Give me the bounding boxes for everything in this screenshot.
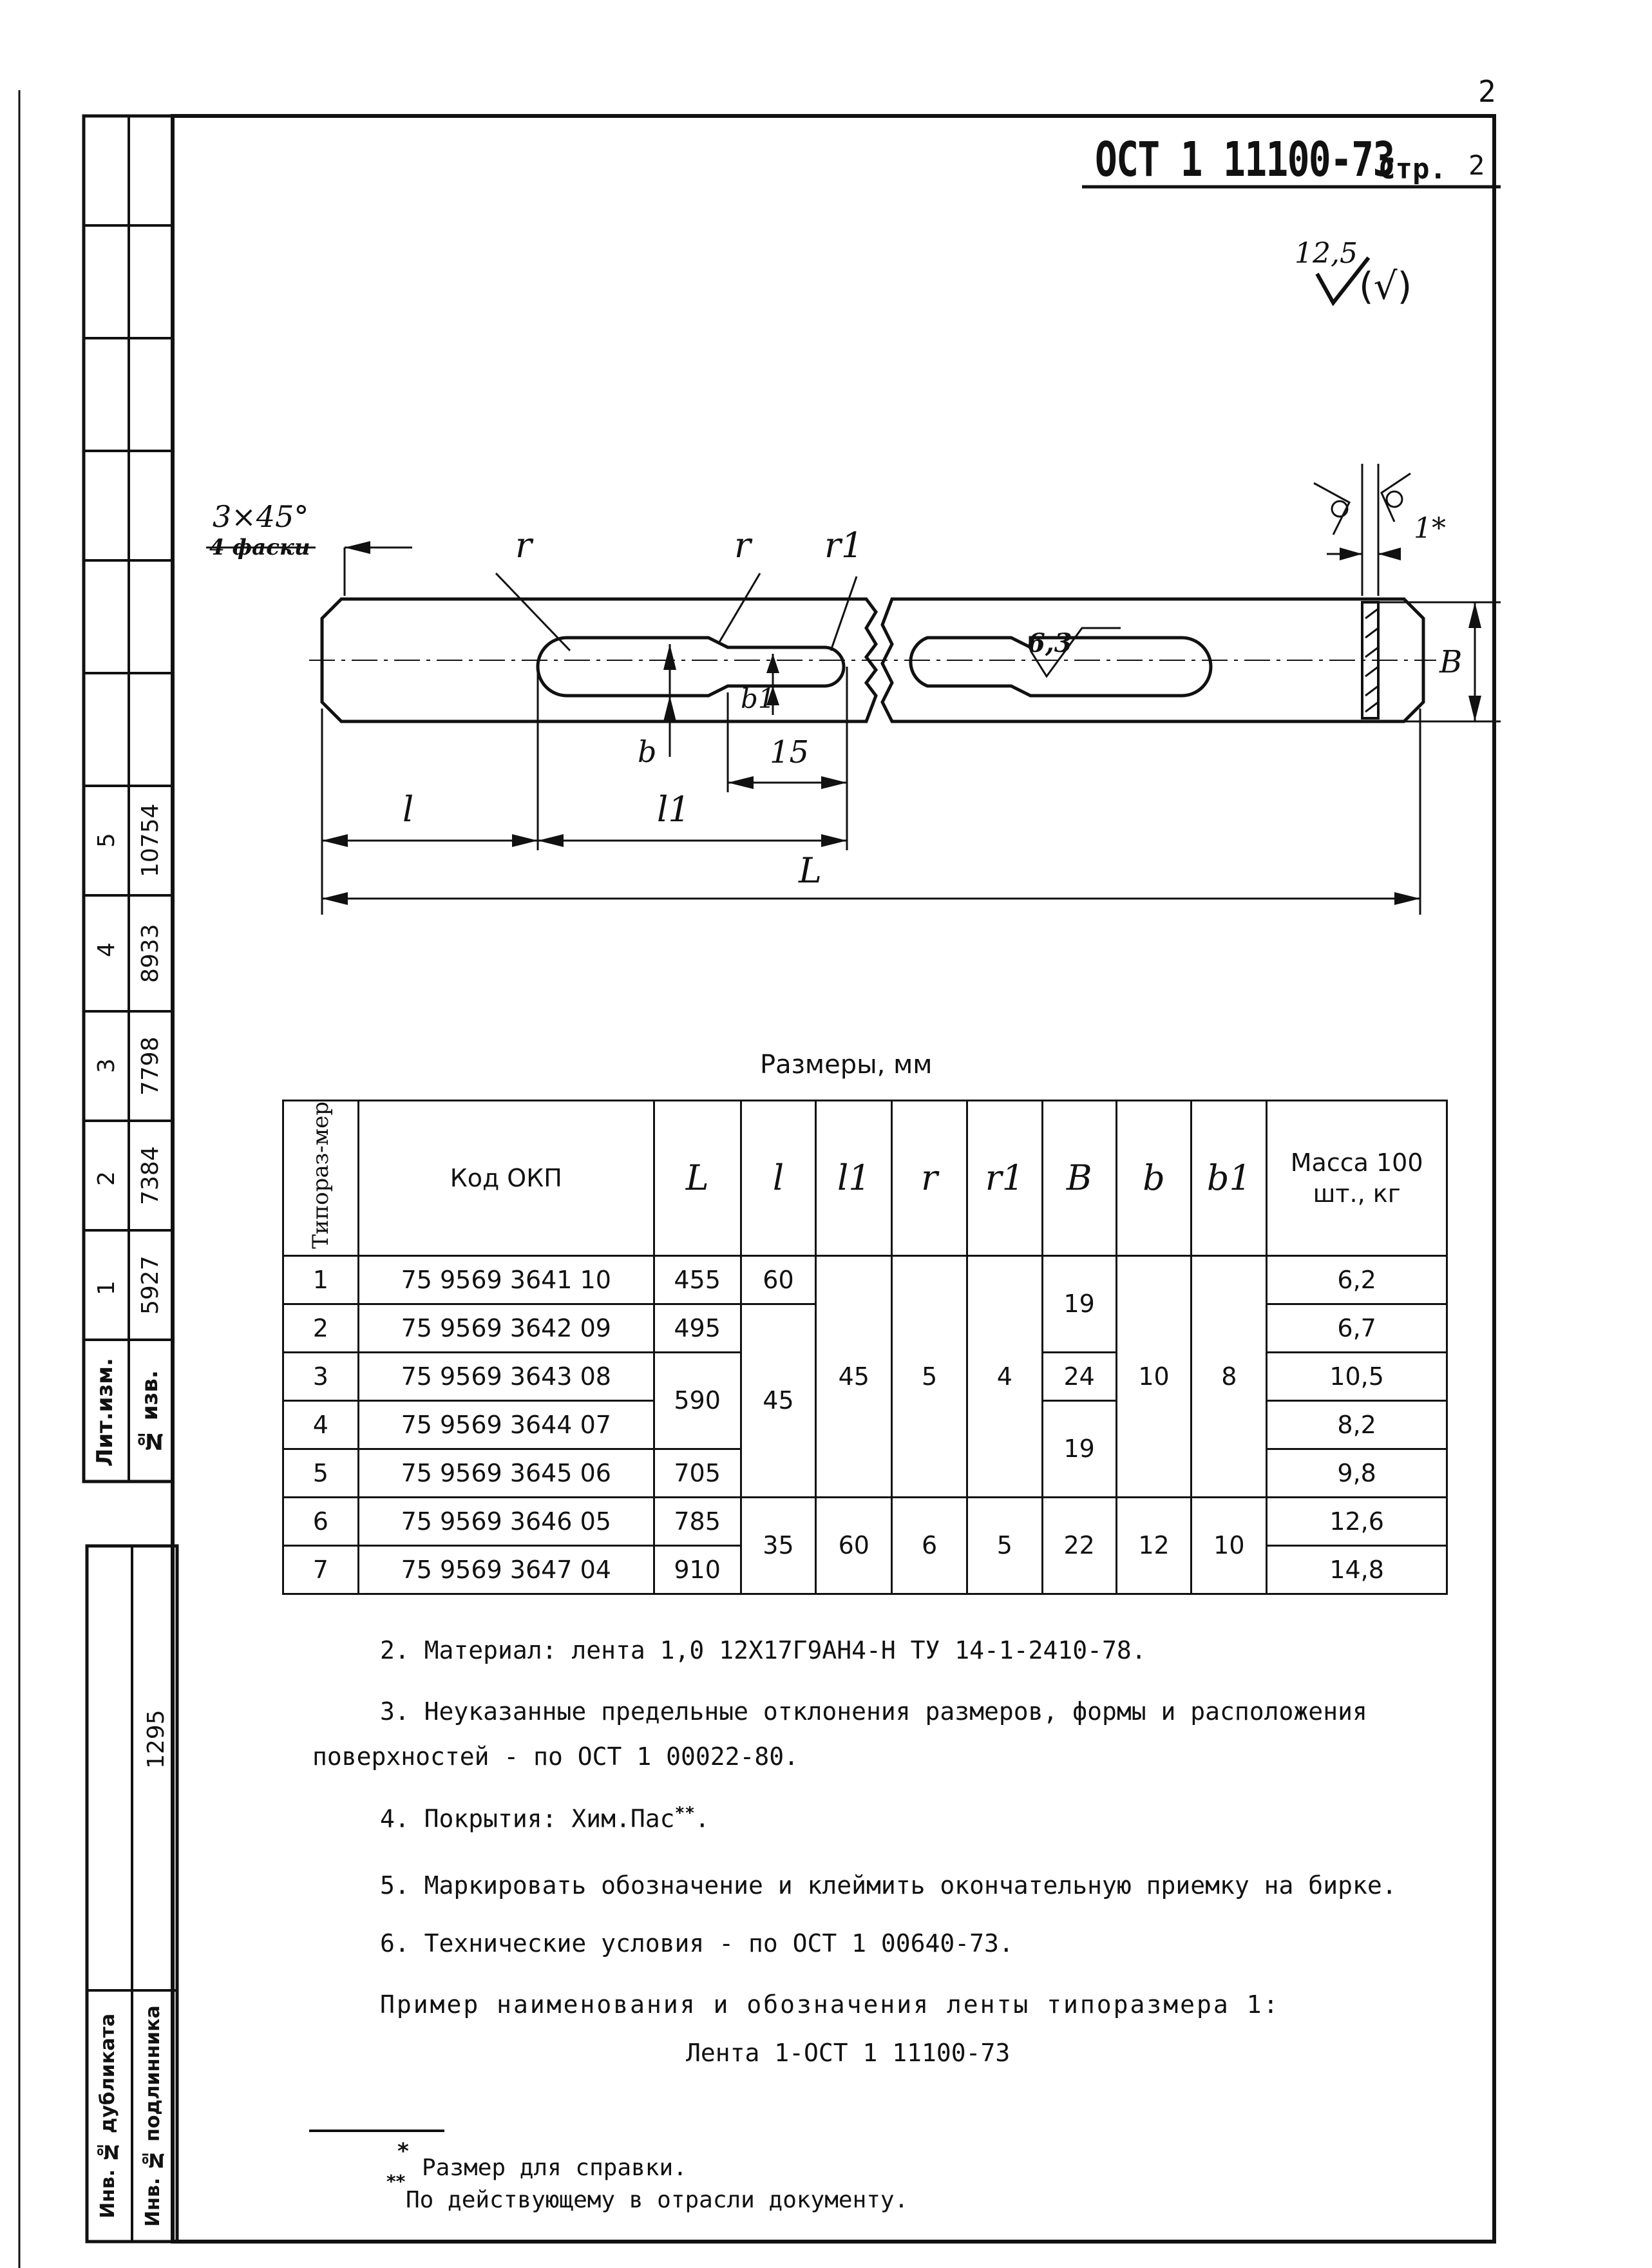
part-drawing	[0, 0, 1652, 966]
header-b1: b1	[1192, 1101, 1267, 1256]
inv-original-label: Инв. № подлинника	[142, 2005, 164, 2227]
cell-mass: 9,8	[1267, 1449, 1447, 1497]
footnote-1-mark: *	[397, 2139, 409, 2164]
page-label: Стр.	[1378, 153, 1447, 186]
change-lit-4: 4	[93, 942, 120, 958]
note-example: Лента 1-ОСТ 1 11100-73	[686, 2039, 1011, 2067]
label-roughness-slot: 6,3	[1027, 628, 1072, 658]
label-b: b	[638, 734, 657, 769]
change-lit-2: 2	[93, 1171, 120, 1186]
footnote-2-mark: **	[386, 2171, 406, 2192]
cell-l: 35	[741, 1497, 816, 1594]
cell-okp: 75 9569 3644 07	[358, 1400, 654, 1449]
footnote-2: По действующему в отрасли документу.	[406, 2187, 909, 2213]
cell-L: 705	[654, 1449, 741, 1497]
cell-l1: 60	[816, 1497, 892, 1594]
no-izv-label: № изв.	[137, 1370, 163, 1454]
table-title: Размеры, мм	[760, 1050, 933, 1080]
label-dim-15: 15	[770, 734, 810, 770]
header-mass: Масса 100 шт., кг	[1267, 1101, 1447, 1256]
table-row	[283, 1497, 1447, 1545]
cell-type: 6	[283, 1497, 359, 1545]
note-material: 2. Материал: лента 1,0 12Х17Г9АН4-Н ТУ 14-1-2410-78.	[380, 1636, 1146, 1664]
label-r1: r1	[824, 525, 864, 566]
cell-l: 45	[741, 1304, 816, 1497]
note-coating-mark: **	[674, 1804, 695, 1823]
label-chamfer: 3×45°	[213, 499, 309, 534]
cell-B: 19	[1042, 1400, 1116, 1497]
label-L: L	[799, 850, 822, 891]
lit-izm-label: Лит.изм.	[92, 1358, 118, 1467]
note-coating-text: 4. Покрытия: Хим.Пас	[380, 1804, 675, 1833]
cell-mass: 6,7	[1267, 1304, 1447, 1352]
cell-okp: 75 9569 3641 10	[358, 1255, 654, 1304]
cell-l: 60	[741, 1255, 816, 1304]
note-tolerances-cont: поверхностей - по ОСТ 1 00022-80.	[312, 1742, 799, 1771]
cell-okp: 75 9569 3647 04	[358, 1545, 654, 1594]
cell-B: 19	[1042, 1255, 1116, 1352]
dimensions-table	[282, 1100, 1448, 1595]
note-example-intro: Пример наименования и обозначения ленты типоразмера 1:	[380, 1990, 1280, 2019]
cell-okp: 75 9569 3642 09	[358, 1304, 654, 1352]
cell-type: 4	[283, 1400, 359, 1449]
header-l: l	[741, 1101, 816, 1256]
page-number: 2	[1478, 74, 1496, 109]
header-r: r	[892, 1101, 967, 1256]
cell-okp: 75 9569 3645 06	[358, 1449, 654, 1497]
cell-r1: 4	[967, 1255, 1042, 1497]
note-marking: 5. Маркировать обозначение и клеймить окончательную приемку на бирке.	[380, 1871, 1397, 1900]
cell-type: 1	[283, 1255, 359, 1304]
roughness-value: 12,5	[1295, 237, 1358, 270]
note-tech-conditions: 6. Технические условия - по ОСТ 1 00640-73.	[380, 1929, 1014, 1958]
cell-L: 455	[654, 1255, 741, 1304]
cell-b: 12	[1116, 1497, 1192, 1594]
change-lit-1: 1	[93, 1281, 120, 1296]
cell-L: 495	[654, 1304, 741, 1352]
cell-mass: 8,2	[1267, 1400, 1447, 1449]
cell-L: 910	[654, 1545, 741, 1594]
cell-r: 5	[892, 1255, 967, 1497]
label-r-left: r	[515, 525, 532, 566]
header-L: L	[654, 1101, 741, 1256]
note-coating: 4. Покрытия: Хим.Пас**.	[380, 1804, 710, 1833]
cell-L: 785	[654, 1497, 741, 1545]
cell-b1: 8	[1192, 1255, 1267, 1497]
label-b1: b1	[741, 683, 775, 714]
cell-okp: 75 9569 3643 08	[358, 1352, 654, 1400]
cell-l1: 45	[816, 1255, 892, 1497]
label-l1: l1	[657, 789, 690, 830]
page-no: 2	[1468, 149, 1485, 181]
header-r1: r1	[967, 1101, 1042, 1256]
change-lit-5: 5	[93, 833, 120, 848]
cell-B: 24	[1042, 1352, 1116, 1400]
change-no-4: 8933	[137, 924, 164, 983]
table-header-row	[283, 1101, 1447, 1256]
inv-duplicate-label: Инв. № дубликата	[97, 2013, 119, 2219]
label-chamfer-note: 4 фаски	[209, 535, 310, 560]
cell-mass: 6,2	[1267, 1255, 1447, 1304]
label-thickness: 1*	[1414, 512, 1446, 545]
table-row	[283, 1255, 1447, 1304]
cell-type: 2	[283, 1304, 359, 1352]
label-r-mid: r	[734, 525, 751, 566]
header-type-size: Типораз-мер	[307, 1101, 334, 1249]
inv-original-number: 1295	[143, 1710, 169, 1769]
cell-type: 5	[283, 1449, 359, 1497]
change-lit-3: 3	[93, 1058, 120, 1074]
cell-b: 10	[1116, 1255, 1192, 1497]
change-no-5: 10754	[137, 803, 164, 878]
header-okp: Код ОКП	[358, 1101, 654, 1256]
cell-type: 3	[283, 1352, 359, 1400]
cell-okp: 75 9569 3646 05	[358, 1497, 654, 1545]
cell-L: 590	[654, 1352, 741, 1449]
change-no-2: 7384	[137, 1146, 164, 1205]
change-no-3: 7798	[137, 1036, 164, 1096]
cell-mass: 10,5	[1267, 1352, 1447, 1400]
cell-b1: 10	[1192, 1497, 1267, 1594]
roughness-other: (√)	[1359, 264, 1412, 308]
header-l1: l1	[816, 1101, 892, 1256]
footnote-1: Размер для справки.	[422, 2155, 687, 2181]
header-B: B	[1042, 1101, 1116, 1256]
footnote-rule	[309, 2129, 451, 2133]
cell-mass: 14,8	[1267, 1545, 1447, 1594]
change-no-1: 5927	[137, 1255, 164, 1315]
cell-type: 7	[283, 1545, 359, 1594]
cell-B: 22	[1042, 1497, 1116, 1594]
note-tolerances: 3. Неуказанные предельные отклонения размеров, формы и расположения	[380, 1697, 1367, 1726]
header-b: b	[1116, 1101, 1192, 1256]
label-l: l	[403, 789, 414, 830]
cell-r1: 5	[967, 1497, 1042, 1594]
cell-mass: 12,6	[1267, 1497, 1447, 1545]
cell-r: 6	[892, 1497, 967, 1594]
label-B: B	[1439, 644, 1463, 680]
doc-code: ОСТ 1 11100-73	[1095, 132, 1394, 187]
